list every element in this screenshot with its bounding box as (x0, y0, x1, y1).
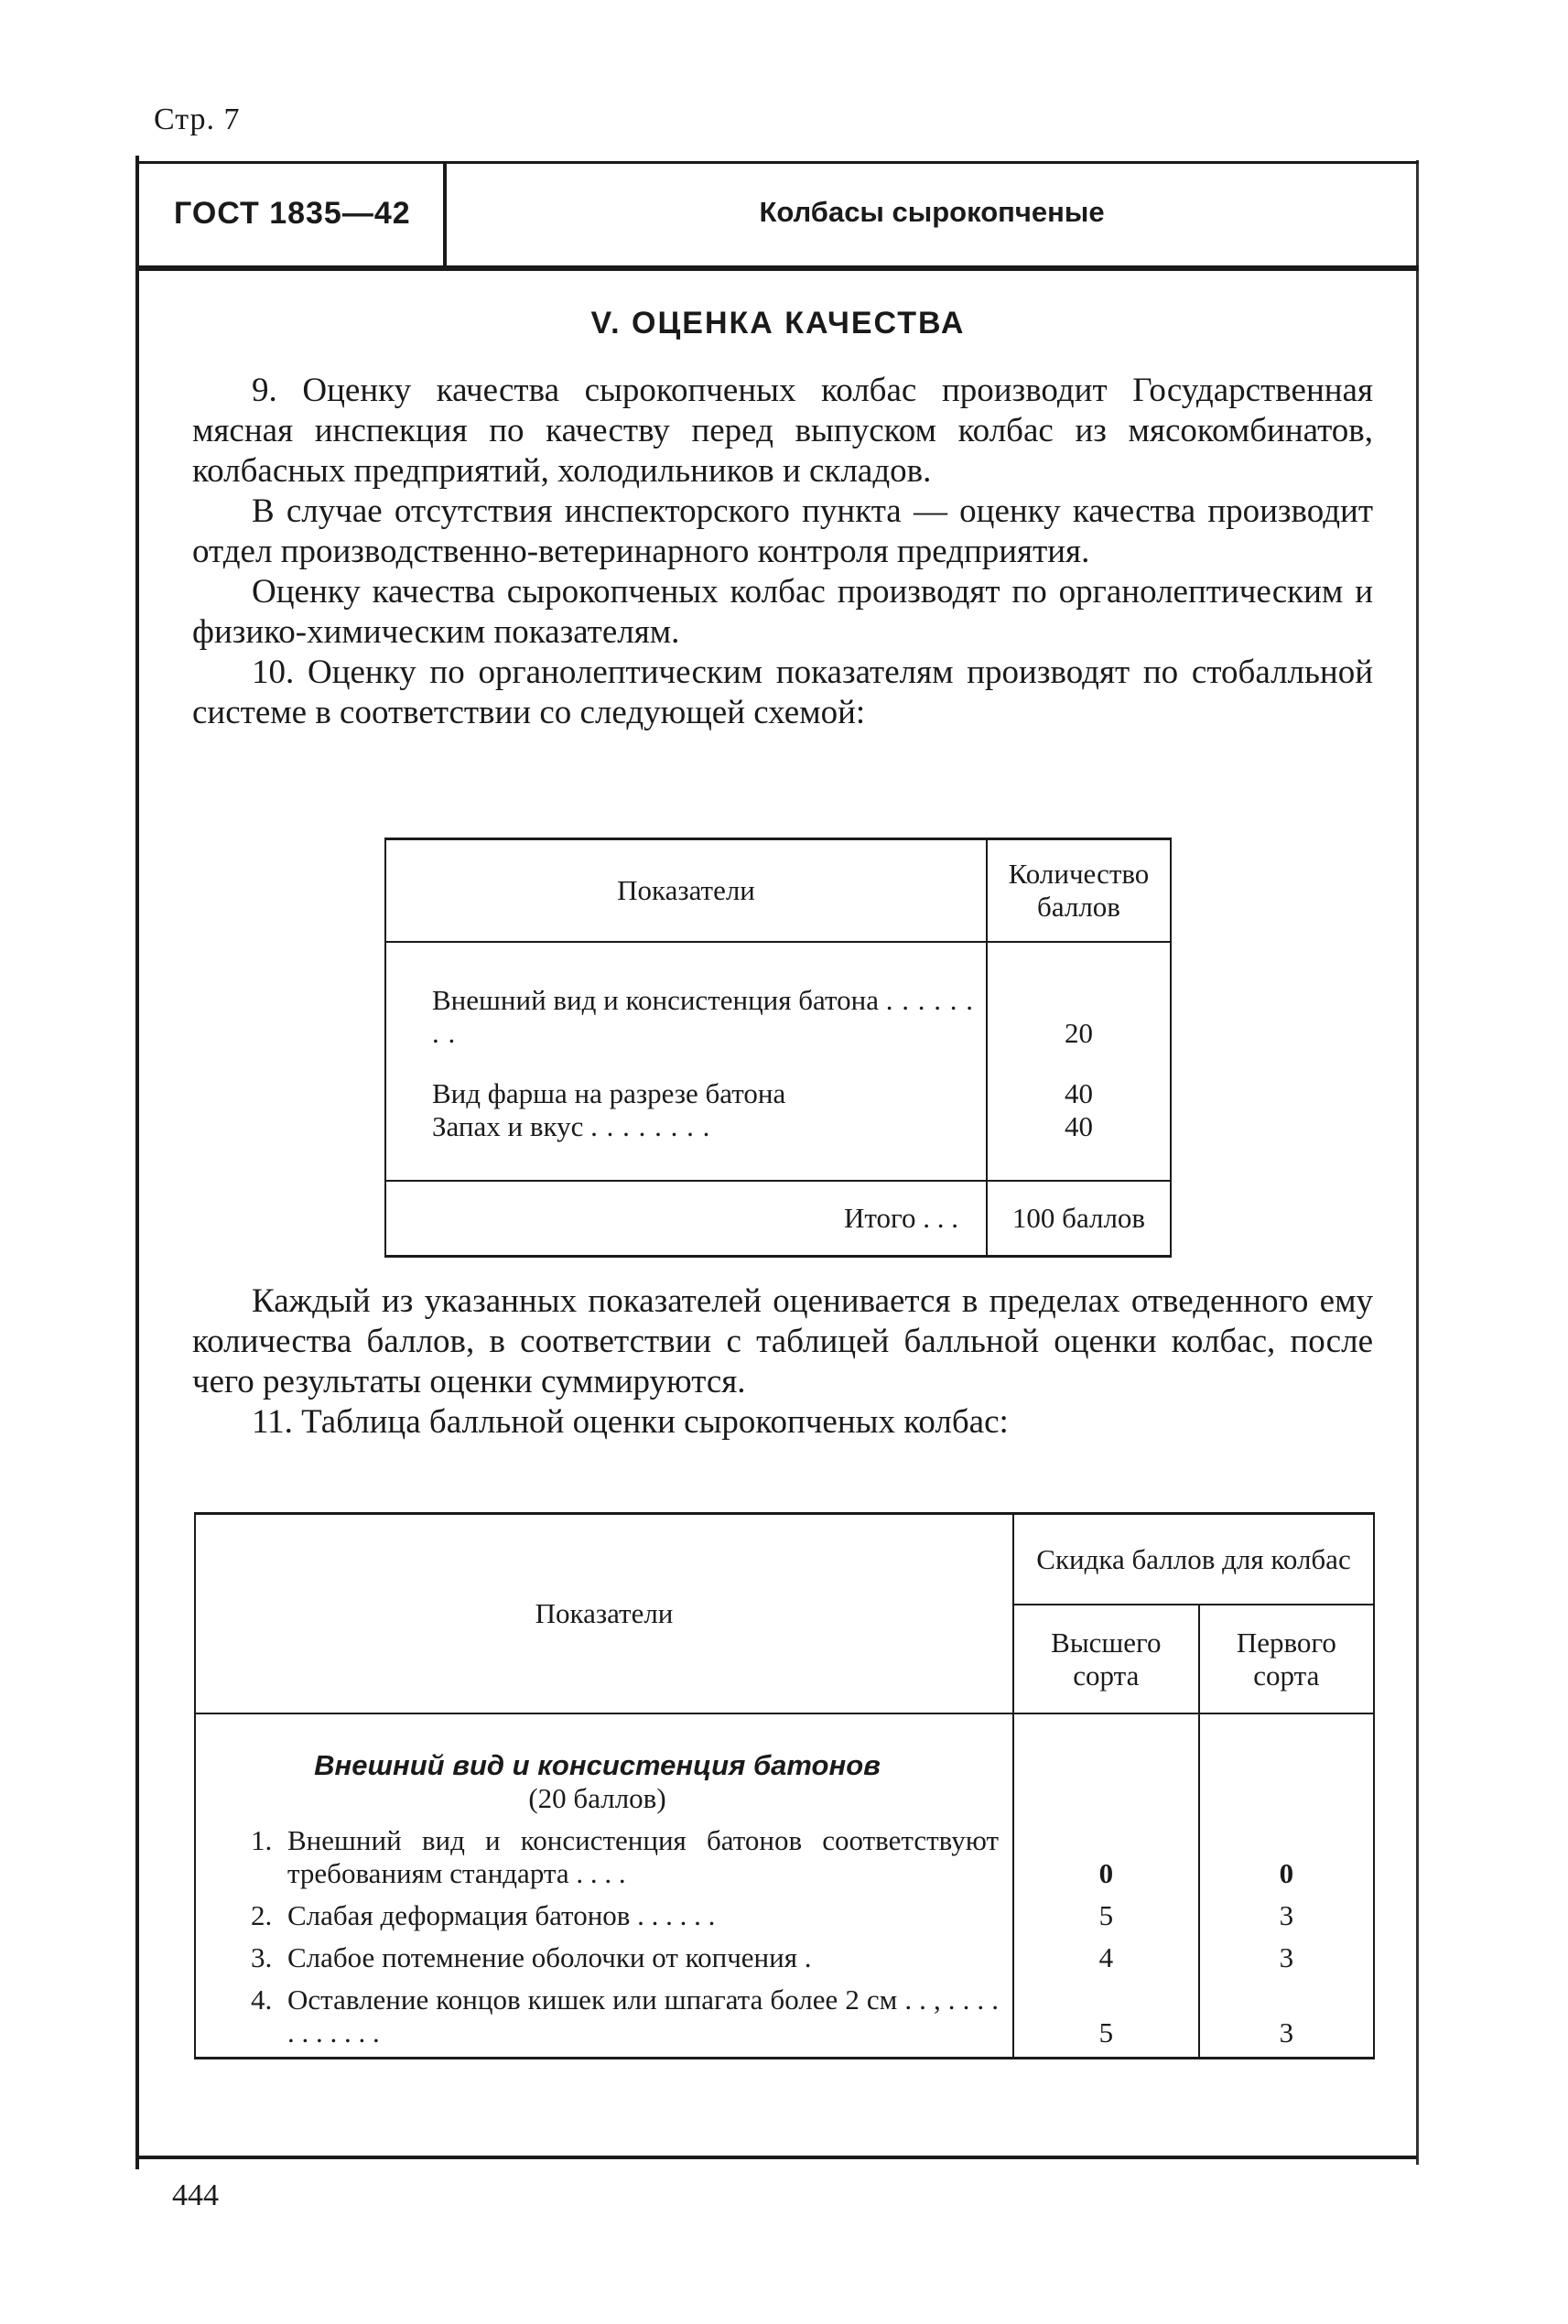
first-value: 3 (1199, 1890, 1374, 1932)
scoring-scheme-table (384, 838, 1172, 1258)
total-label: Итого . . . (385, 1181, 987, 1257)
table2-header-first: Первого сорта (1199, 1605, 1374, 1713)
paragraph: Каждый из указанных показателей оценивается в пределах отведенного ему количества баллов, в соответствии с таблицей балльной оценки колбас, после чего результаты оценки суммируются. (192, 1282, 1373, 1400)
table2-header-premium: Высшего сорта (1013, 1605, 1199, 1713)
table-row (195, 1890, 1374, 1932)
item-text: Слабое потемнение оболочки от копчения . (287, 1941, 812, 1973)
premium-value: 0 (1013, 1815, 1199, 1890)
row-label: Вид фарша на разрезе батона (385, 1050, 987, 1110)
row-leader-dots: . . . . . . . . (590, 1110, 711, 1142)
header-top-rule (135, 161, 1419, 164)
group-title: Внешний вид и консистенция батонов (314, 1749, 881, 1781)
table-row (385, 1050, 1171, 1110)
premium-value: 5 (1013, 1890, 1199, 1932)
paragraph: Оценку качества сырокопченых колбас производят по органолептическим и физико-химическим показателям. (192, 573, 1373, 651)
table-row (195, 1974, 1374, 2059)
page-label: Стр. 7 (154, 103, 241, 136)
item-number: 1. (251, 1824, 273, 1856)
point-deduction-table (194, 1512, 1375, 2059)
item-number: 2. (251, 1899, 273, 1931)
item-text: Слабая деформация батонов . . . . . . (287, 1899, 716, 1931)
header-gost-number: ГОСТ 1835—42 (174, 196, 411, 231)
group-row (195, 1713, 1374, 1815)
first-value: 3 (1199, 1974, 1374, 2059)
table-row (195, 1815, 1374, 1890)
total-value: 100 баллов (987, 1181, 1171, 1257)
section-title: V. ОЦЕНКА КАЧЕСТВА (590, 306, 966, 340)
table2-header-group: Скидка баллов для колбас (1013, 1514, 1374, 1605)
premium-value: 5 (1013, 1974, 1199, 2059)
premium-value: 4 (1013, 1932, 1199, 1974)
row-label: Внешний вид и консистенция батона (432, 984, 879, 1016)
table-row (195, 1932, 1374, 1974)
page-number: 444 (172, 2178, 219, 2212)
table1-header-indicators: Показатели (385, 839, 987, 943)
paragraph: 10. Оценку по органолептическим показателям производят по стобалльной системе в соответствии со следующей схемой: (192, 654, 1373, 731)
item-text: Внешний вид и консистенция батонов соответствуют требованиям стандарта . . . . (287, 1824, 999, 1889)
row-leader-dots: . . . . . . . . (432, 984, 974, 1049)
group-points: (20 баллов) (528, 1782, 666, 1814)
body-text-2 (192, 1281, 1373, 1443)
frame-left-rule (135, 156, 139, 2169)
header-bottom-rule (135, 265, 1419, 271)
frame-bottom-rule (135, 2156, 1417, 2159)
row-label: Запах и вкус (432, 1110, 584, 1142)
row-value: 20 (987, 942, 1171, 1050)
table1-header-points: Количество баллов (987, 839, 1171, 943)
paragraph: 11. Таблица балльной оценки сырокопченых колбас: (252, 1403, 1009, 1441)
first-value: 3 (1199, 1932, 1374, 1974)
body-text-1 (192, 371, 1373, 733)
item-text: Оставление концов кишек или шпагата более 2 см . . , . . . . . . . . . . . (287, 1984, 999, 2048)
row-value: 40 (987, 1110, 1171, 1181)
item-number: 3. (251, 1941, 273, 1973)
paragraph: В случае отсутствия инспекторского пункта — оценку качества производит отдел производственно-ветеринарного контроля предприятия. (192, 492, 1373, 570)
frame-right-rule (1416, 160, 1419, 2165)
paragraph: 9. Оценку качества сырокопченых колбас производит Государственная мясная инспекция по качеству перед выпуском колбас из мясокомбинатов, колбасных предприятий, холодильников и складов. (192, 372, 1373, 490)
item-number: 4. (251, 1984, 273, 2016)
table-row (385, 1110, 1171, 1181)
header-title: Колбасы сырокопченые (759, 196, 1105, 228)
table-row (385, 942, 1171, 1050)
table2-header-indicators: Показатели (195, 1514, 1013, 1714)
first-value: 0 (1199, 1815, 1374, 1890)
row-value: 40 (987, 1050, 1171, 1110)
table-total-row (385, 1181, 1171, 1257)
